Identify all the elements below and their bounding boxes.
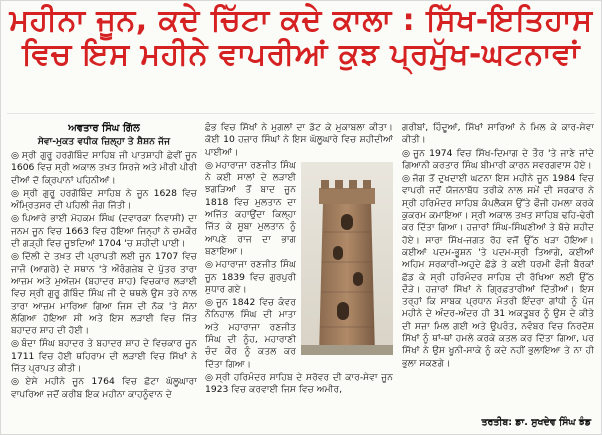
article-column-2 [205,122,393,412]
bullet-icon: ◎ [11,338,20,350]
bullet-icon: ◎ [402,147,412,159]
bullet-icon: ◎ [205,259,214,271]
paragraph: ◎ ਬੰਦਾ ਸਿੰਘ ਬਹਾਦਰ ਤੇ ਬਹਾਦਰ ਸ਼ਾਹ ਦੇ ਵਿਚਕਾਰ ਜੂਨ 1711 ਵਿਚ ਹੋਈ ਥਹਿਰਾਮ ਦੀ ਲੜਾਈ ਵਿਚ ਸਿੱਖਾਂ ਨੇ ਜਿੱਤ ਪ੍ਰਾਪਤ ਕੀਤੀ। [11,338,197,375]
bullet-icon: ◎ [205,297,215,309]
compiler-credit: ਤਰਤੀਬ: ਡਾ. ਸੁਖਦੇਵ ਸਿੰਘ ਝੰਡ [481,417,591,428]
article-column-1 [11,122,197,412]
paragraph: ◎ ਜੱਗ ਤੋਂ ਦੁਖਦਾਈ ਘਟਨਾ ਇਸ ਮਹੀਨੇ ਜੂਨ 1984 ਵਿਚ ਵਾਪਰੀ ਜਦੋਂ ਯੋਜਨਾਬੱਧ ਤਰੀਕੇ ਨਾਲ ਸਮੇਂ ਦੀ ਸਰਕਾਰ ਨੇ ਸ੍ਰੀ ਹਰਿਮੰਦਰ ਸਾਹਿਬ ਕੰਪਲੈਕਸ ਉੱਤੇ ਫੌਜੀ ਹਮਲਾ ਕਰਕੇ ਕੁਕਰਮ ਕਮਾਇਆ। ਸ੍ਰੀ ਅਕਾਲ ਤਖ਼ਤ ਸਾਹਿਬ ਢਹਿ-ਢੇਰੀ ਕਰ ਦਿੱਤਾ ਗਿਆ। ਹਜ਼ਾਰਾਂ ਸਿੰਘ-ਸਿੰਘਣੀਆਂ ਤੇ ਬੱਚੇ ਸ਼ਹੀਦ ਹੋਏ। ਸਾਰਾ ਸਿੱਖ-ਜਗਤ ਰੋਹ ਵਜੋਂ ਉੱਠ ਖੜਾ ਹੋਇਆ। ਕਈਆਂ ਪਦਮ-ਭੂਸ਼ਨ 'ਤੇ ਪਦਮ-ਸ੍ਰੀ ਤਿਆਗੇ, ਕਈਆਂ ਅਹਿਮ ਸਰਕਾਰੀ-ਅਹੁਦੇ ਛੱਡੇ ਤੇ ਕਈ ਧਰਮੀ ਫੌਜੀ ਬੈਰਕਾਂ ਛੱਡ ਕੇ ਸ੍ਰੀ ਹਰਿਮੰਦਰ ਸਾਹਿਬ ਦੀ ਰੱਖਿਆ ਲਈ ਉੱਠ ਦੌੜੇ। ਹਜ਼ਾਰਾਂ ਸਿੱਖਾਂ ਨੇ ਗ੍ਰਿਫ਼ਤਾਰੀਆਂ ਦਿੱਤੀਆਂ। ਇਸ ਤਰ੍ਹਾਂ ਕਿ ਸਾਬਕ ਪ੍ਰਧਾਨ ਮੰਤਰੀ ਇੰਦਰਾ ਗਾਂਧੀ ਨੂੰ ਪੰਜ ਮਹੀਨੇ ਦੇ ਅੰਦਰ-ਅੰਦਰ ਹੀ 31 ਅਕਤੂਬਰ ਨੂੰ ਉਸ ਦੇ ਕੀਤੇ ਦੀ ਸਜ਼ਾ ਮਿਲ ਗਈ ਅਤੇ ਉਪਰੰਤ, ਨਵੰਬਰ ਵਿਚ ਨਿਰਦੋਸ਼ ਸਿੱਖਾਂ ਨੂੰ ਥਾਂ-ਥਾਂ ਹਮਲੇ ਕਰਕੇ ਕਤਲ ਕਰ ਦਿੱਤਾ ਗਿਆ, ਪਰ ਸਿੱਖਾਂ ਨੇ ਉਸ ਖੂਨੀ-ਸਾਕੇ ਨੂੰ ਕਦੇ ਨਹੀਂ ਭੁਲਾਇਆ ਤੇ ਨਾ ਹੀ ਭੁਲਾ ਸਕਣਗੇ। [402,173,594,369]
author-role: ਸੇਵਾ-ਮੁਕਤ ਵਧੀਕ ਜ਼ਿਲ੍ਹਾ ਤੇ ਸ਼ੈਸ਼ਨ ਜੱਜ [37,136,171,147]
bullet-icon: ◎ [205,371,214,383]
headline [7,1,595,72]
headline-line-2: ਵਿਚ ਇਸ ਮਹੀਨੇ ਵਾਪਰੀਆਂ ਕੁਝ ਪ੍ਰਮੁੱਖ-ਘਟਨਾਵਾਂ [21,37,581,73]
paragraph: ◎ ਦਿੱਲੀ ਦੇ ਤਖ਼ਤ ਦੀ ਪ੍ਰਾਪਤੀ ਲਈ ਜੂਨ 1707 ਵਿਚ ਜਾਜੌ (ਆਗਰੇ) ਦੇ ਸਥਾਨ 'ਤੇ ਔਰੰਗਜ਼ੇਬ ਦੇ ਪੁੱਤਰ ਤਾਰਾ ਆਜ਼ਮ ਅਤੇ ਮੁਅੱਜ਼ਮ (ਬਹਾਦਰ ਸ਼ਾਹ) ਵਿਚਕਾਰ ਲੜਾਈ ਵਿਚ ਸ੍ਰੀ ਗੁਰੂ ਗੋਬਿੰਦ ਸਿੰਘ ਜੀ ਦੇ ਥਥਲੇ ਉਸ ਤਰੇ ਨਾਲ ਤਾਰਾ ਆਜ਼ਮ ਮਾਰਿਆ ਗਿਆ ਜਿਸ ਦੀ ਨੋਕ 'ਤੇ ਸੋਨਾ ਲੱਗਿਆ ਹੋਇਆ ਸੀ ਅਤੇ ਇਸ ਲੜਾਈ ਵਿਚ ਜਿੱਤ ਬਹਾਦਰ ਸ਼ਾਹ ਦੀ ਹੋਈ। [11,251,197,337]
bullet-icon: ◎ [402,173,411,185]
paragraph: ◎ ਮਹਾਰਾਜਾ ਰਣਜੀਤ ਸਿੰਘ ਜੂਨ 1839 ਵਿਚ ਗੁਰਪੁਰੀ ਸੁਧਾਰ ਗਏ। [205,259,296,295]
paragraph: ਗਰੀਬਾਂ, ਹਿੰਦੂਆਂ, ਸਿੱਖਾਂ ਸਾਰਿਆਂ ਨੇ ਮਿਲ ਕੇ ਕਾਰ-ਸੇਵਾ ਕੀਤੀ। [402,122,594,146]
paragraph: ◎ ਮਹਾਰਾਜਾ ਰਣਜੀਤ ਸਿੰਘ ਨੇ ਕਈ ਸਾਲਾਂ ਦੇ ਲੜਾਈ ਝਗੜਿਆਂ ਤੋਂ ਬਾਦ ਜੂਨ 1818 ਵਿਚ ਮੁਲਤਾਨ ਦਾ ਅਜਿੱਤ ਕਹਾਉਂਦਾ ਕਿਲ੍ਹਾ ਜਿੱਤ ਕੇ ਸੂਬਾ ਮੁਲਤਾਨ ਨੂੰ ਆਪਣੇ ਰਾਜ ਦਾ ਭਾਗ ਬਣਾਇਆ। [205,159,296,257]
paragraph: ◎ ਜੂਨ 1974 ਵਿਚ ਸਿੱਖ-ਦਿਮਾਗ ਦੇ ਤੌਰ 'ਤੇ ਜਾਣੇ ਜਾਂਦੇ ਗਿਆਨੀ ਕਰਤਾਰ ਸਿੰਘ ਬੀਮਾਰੀ ਕਾਰਨ ਸਵਰਗਵਾਸ ਹੋਏ। [402,147,594,171]
paragraph: ◎ ਜੂਨ 1842 ਵਿਚ ਕੰਵਰ ਨੌਨਿਹਾਲ ਸਿੰਘ ਦੀ ਮਾਤਾ ਅਤੇ ਮਹਾਰਾਜਾ ਰਣਜੀਤ ਸਿੰਘ ਦੀ ਨੂੰਹ, ਮਹਾਰਾਣੀ ਚੰਦ ਕੌਰ ਨੂੰ ਕਤਲ ਕਰ ਦਿੱਤਾ ਗਿਆ। [205,297,296,370]
article-column-3 [402,122,594,412]
bullet-icon: ◎ [11,150,20,161]
headline-line-1: ਮਹੀਨਾ ਜੂਨ, ਕਦੇ ਚਿੱਟਾ ਕਦੇ ਕਾਲਾ : ਸਿੱਖ-ਇਤਿਹਾਸ [9,3,593,38]
author-name: ਅਵਤਾਰ ਸਿੰਘ ਗਿੱਲ [68,123,140,134]
paragraph: ◎ ਸ੍ਰੀ ਗੁਰੂ ਹਰਗੋਬਿੰਦ ਸਾਹਿਬ ਨੇ ਜੂਨ 1628 ਵਿਚ ਅੰਮ੍ਰਿਤਸਰ ਦੀ ਪਹਿਲੀ ਜੰਗ ਜਿੱਤੀ। [11,187,197,212]
fort-tower-photo [301,162,393,355]
bullet-icon: ◎ [11,213,20,225]
bullet-icon: ◎ [11,187,22,199]
paragraph: ◎ ਪਿਆਰੇ ਭਾਈ ਮੋਹਕਮ ਸਿੰਘ (ਦਵਾਰਕਾ ਨਿਵਾਸੀ) ਦਾ ਜਨਮ ਜੂਨ ਵਿਚ 1663 ਵਿਚ ਹੋਇਆ ਜਿਨ੍ਹਾਂ ਨੇ ਚਮਕੌਰ ਦੀ ਗੜ੍ਹੀ ਵਿਚ ਜੂਝਦਿਆਂ 1704 'ਚ ਸ਼ਹੀਦੀ ਪਾਈ। [11,213,197,250]
paragraph: ◎ ਏਸੇ ਮਹੀਨੇ ਜੂਨ 1764 ਵਿਚ ਛੋਟਾ ਘੱਲੂਘਾਰਾ ਵਾਪਰਿਆ ਜਦੋਂ ਕਰੀਬ ਇਕ ਮਹੀਨਾ ਕਾਹਨੂੰਵਾਨ ਦੇ [11,376,197,400]
fort-tower-icon [301,162,393,355]
headline-divider [7,113,595,114]
bullet-icon: ◎ [11,376,24,388]
paragraph: ◎ ਸ੍ਰੀ ਹਰਿਮੰਦਰ ਸਾਹਿਬ ਦੇ ਸਰੋਵਰ ਦੀ ਕਾਰ-ਸੇਵਾ ਜੂਨ 1923 ਵਿਚ ਕਰਵਾਈ ਜਿਸ ਵਿਚ ਅਮੀਰ, [205,371,393,396]
paragraph: ਛੰਭ ਵਿਚ ਸਿੱਖਾਂ ਨੇ ਮੁਗਲਾਂ ਦਾ ਡੱਟ ਕੇ ਮੁਕਾਬਲਾ ਕੀਤਾ। ਕੋਈ 10 ਹਜ਼ਾਰ ਸਿੰਘਾਂ ਨੇ ਇਸ ਘੱਲੂਘਾਰੇ ਵਿਚ ਸ਼ਹੀਦੀਆਂ ਪਾਈਆਂ। [205,122,393,158]
bullet-icon: ◎ [205,159,214,171]
paragraph: ◎ ਸ੍ਰੀ ਗੁਰੂ ਹਰਗੋਬਿੰਦ ਸਾਹਿਬ ਜੀ ਪਾਤਸ਼ਾਹੀ ਛੇਵੀਂ ਜੂਨ 1606 ਵਿਚ ਸ੍ਰੀ ਅਕਾਲ ਤਖ਼ਤ ਸਿਰਜੇ ਅਤੇ ਮੀਰੀ ਪੀਰੀ ਦੀਆਂ ਦੋ ਕ੍ਰਿਪਾਨਾਂ ਪਹਿਨੀਆਂ। [11,150,197,186]
bullet-icon: ◎ [11,251,20,263]
